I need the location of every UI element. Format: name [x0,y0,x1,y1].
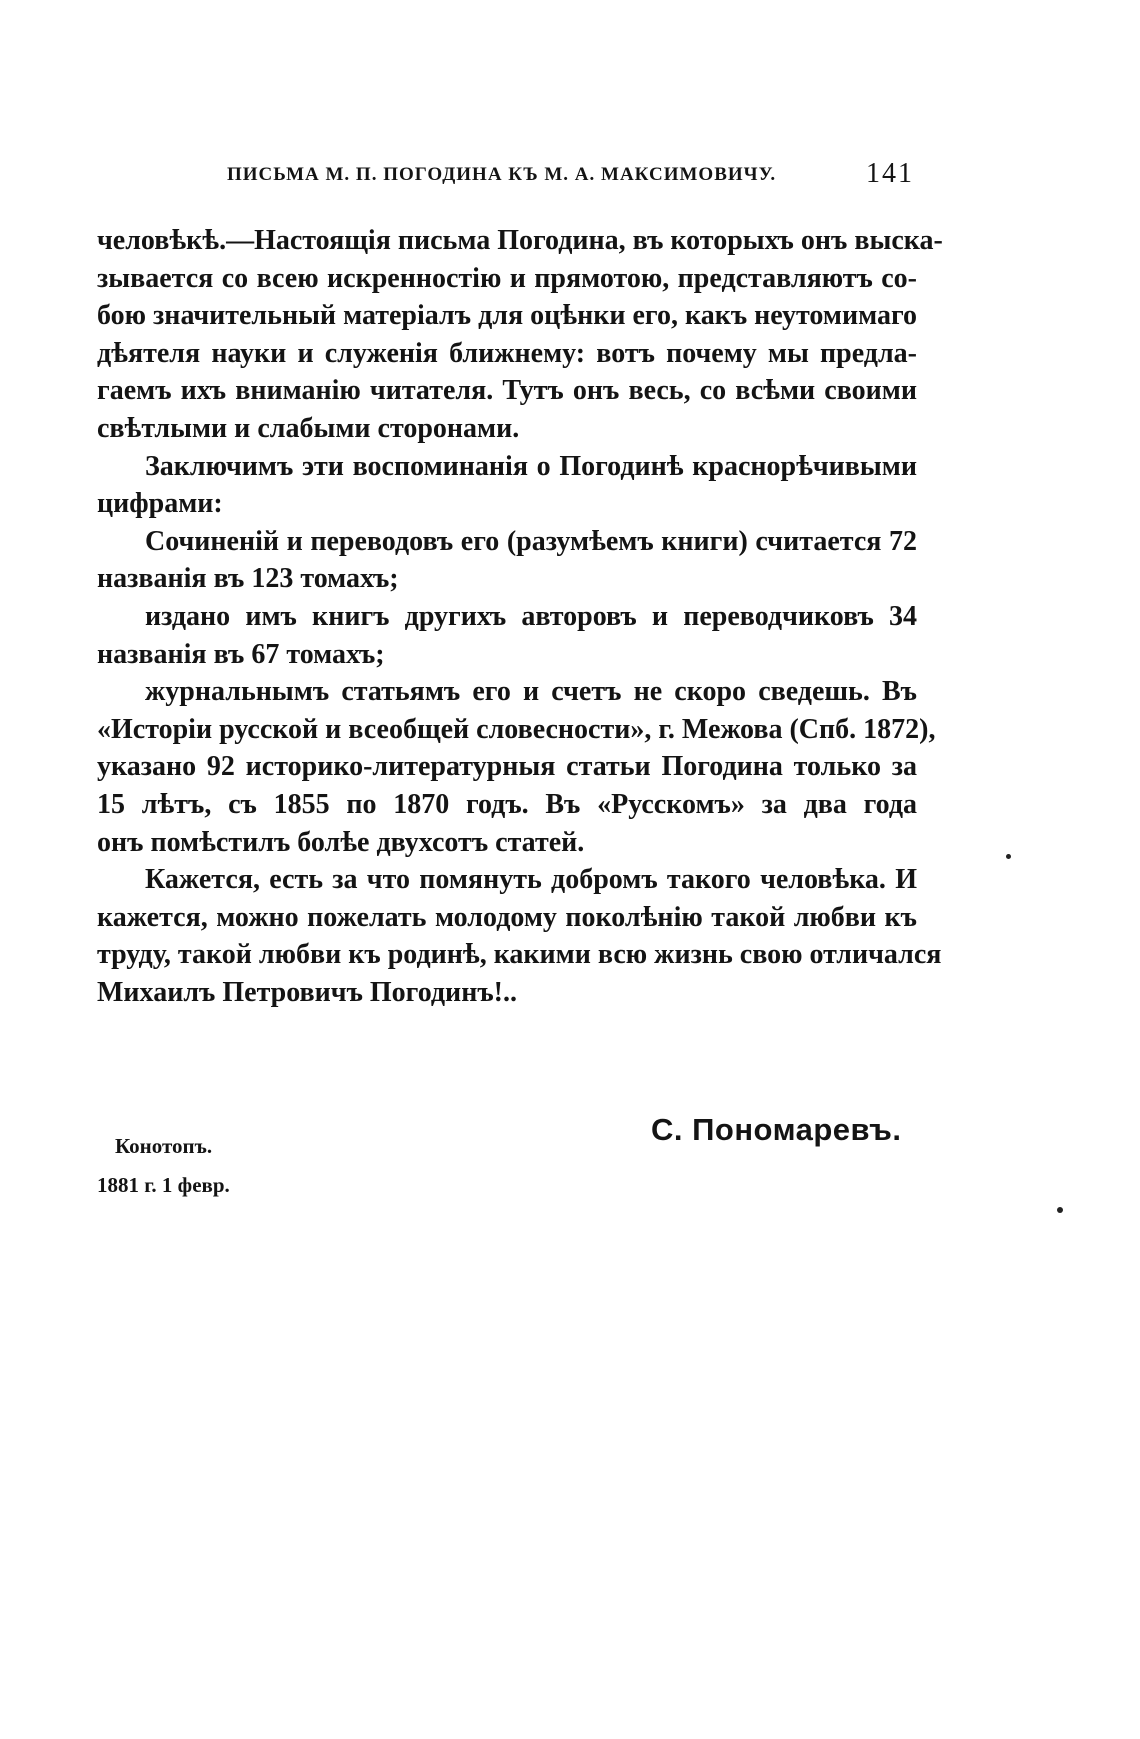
text-line: цифрами: [97,488,223,520]
ink-speck [1006,854,1011,859]
place-of-writing: Конотопъ. [115,1134,213,1158]
closing-block [97,1112,917,1232]
text-line: Кажется, есть за что помянуть добромъ такого человѣка. И [145,864,917,896]
text-line: кажется, можно пожелать молодому поколѣнію такой любви къ [97,901,917,933]
ink-speck [1057,1207,1063,1213]
text-line: Михаилъ Петровичъ Погодинъ!.. [97,976,517,1008]
text-line: журнальнымъ статьямъ его и счетъ не скоро сведешь. Въ [145,676,917,708]
running-title: ПИСЬМА М. П. ПОГОДИНА КЪ М. А. МАКСИМОВИЧУ. [227,164,777,185]
text-line: дѣятеля науки и служенія ближнему: вотъ почему мы предла- [97,337,917,369]
text-line: указано 92 историко-литературныя статьи Погодина только за [97,751,917,783]
text-line: 15 лѣтъ, съ 1855 по 1870 годъ. Въ «Русскомъ» за два года [97,788,917,820]
text-line: онъ помѣстилъ болѣе двухсотъ статей. [97,826,585,858]
main-text [97,222,943,1011]
page-header [97,158,917,194]
text-line: труду, такой любви къ родинѣ, какими всю жизнь свою отличался [97,939,942,971]
text-line: свѣтлыми и слабыми сторонами. [97,412,520,444]
text-line: бою значительный матеріалъ для оцѣнки его, какъ неутомимаго [97,300,917,332]
text-line: названія въ 123 томахъ; [97,563,399,595]
text-line: издано имъ книгъ другихъ авторовъ и переводчиковъ 34 [145,600,917,632]
text-line: «Исторіи русской и всеобщей словесности», г. Межова (Спб. 1872), [97,713,936,745]
text-line: зывается со всею искренностію и прямотою, представляютъ со- [97,262,917,294]
date-of-writing: 1881 г. 1 февр. [97,1173,230,1197]
author-signature: С. Пономаревъ. [651,1112,902,1147]
page-number: 141 [866,158,914,189]
text-line: человѣкѣ.—Настоящія письма Погодина, въ которыхъ онъ выска- [97,225,943,256]
text-line: Сочиненій и переводовъ его (разумѣемъ книги) считается 72 [145,525,917,557]
text-line: Заключимъ эти воспоминанія о Погодинѣ краснорѣчивыми [145,450,917,482]
text-line: гаемъ ихъ вниманію читателя. Тутъ онъ весь, со всѣми своими [97,375,917,407]
text-line: названія въ 67 томахъ; [97,638,385,670]
